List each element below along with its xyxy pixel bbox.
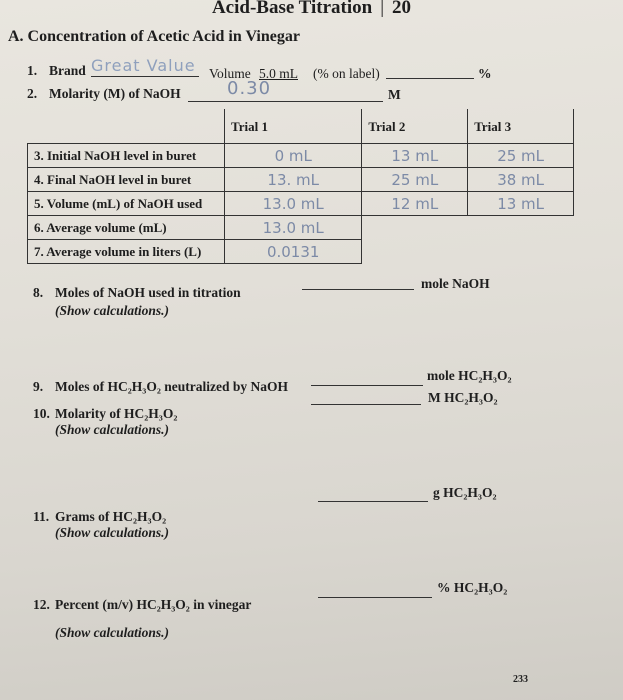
q10-unit: M HC₂H₃O₂ [428,390,498,405]
percent-line[interactable] [386,78,474,79]
q9-number: 9. [33,379,44,394]
q11-text: Grams of HC₂H₃O₂ [55,509,167,524]
q9-unit: mole HC₂H₃O₂ [427,368,512,383]
trial-3-value[interactable]: 13 mL [468,192,574,216]
page-number: 20 [392,0,412,18]
q8-number: 8. [33,285,44,300]
question-9 [33,379,288,395]
q8-unit: mole NaOH [421,276,490,291]
percent-label: (% on label) [313,66,380,81]
row-label: 4. Final NaOH level in buret [28,168,225,192]
q10-note: (Show calculations.) [55,422,170,437]
brand-value[interactable]: Great Value [91,56,196,75]
trial-3-value[interactable]: 38 mL [468,168,574,192]
trial-3-value[interactable]: 25 mL [468,144,574,168]
empty-cell [362,216,468,240]
molarity-value[interactable]: 0.30 [227,78,272,99]
row-label: 7. Average volume in liters (L) [28,240,225,264]
question-8 [33,285,241,301]
average-liters-value[interactable]: 0.0131 [225,240,362,264]
question-11 [33,509,166,525]
trial-1-value[interactable]: 13. mL [225,168,362,192]
empty-cell [468,216,574,240]
header-trial-1: Trial 1 [225,109,362,144]
table-row [28,192,574,216]
table-row [28,216,574,240]
q12-unit: % HC₂H₃O₂ [437,580,508,595]
header-trial-3: Trial 3 [468,109,574,144]
q10-text: Molarity of HC₂H₃O₂ [55,406,178,421]
brand-row [27,63,86,79]
empty-cell [468,240,574,264]
q11-number: 11. [33,509,50,524]
q11-note: (Show calculations.) [55,525,170,540]
question-10 [33,406,177,422]
volume-value: 5.0 mL [259,66,298,81]
q10-number: 10. [33,406,50,421]
page-title [0,0,623,19]
trial-1-value[interactable]: 0 mL [225,144,362,168]
q8-note: (Show calculations.) [55,303,170,318]
molarity-row [27,86,181,102]
q11-unit: g HC₂H₃O₂ [433,485,497,500]
q8-text: Moles of NaOH used in titration [55,285,241,300]
footer-page-number: 233 [513,674,528,685]
q9-text: Moles of HC₂H₃O₂ neutralized by NaOH [55,379,289,394]
molarity-line [188,101,383,102]
q11-answer-line[interactable] [318,501,428,502]
table-corner [28,109,225,144]
q12-number: 12. [33,597,50,612]
table-row [28,168,574,192]
row-label: 3. Initial NaOH level in buret [28,144,225,168]
q8-answer-line[interactable] [302,289,414,290]
average-volume-value[interactable]: 13.0 mL [225,216,362,240]
trial-1-value[interactable]: 13.0 mL [225,192,362,216]
brand-number: 1. [27,63,38,78]
table-header-row [28,109,574,144]
trial-2-value[interactable]: 25 mL [362,168,468,192]
table-row [28,144,574,168]
brand-label: Brand [49,63,86,78]
q12-note: (Show calculations.) [55,625,170,640]
row-label: 5. Volume (mL) of NaOH used [28,192,225,216]
molarity-unit: M [388,87,401,102]
volume-label: Volume [209,66,251,81]
title-text: Acid-Base Titration [211,0,373,18]
q12-text: Percent (m/v) HC₂H₃O₂ in vinegar [55,597,252,612]
q12-answer-line[interactable] [318,597,432,598]
q10-answer-line[interactable] [311,404,421,405]
trial-2-value[interactable]: 13 mL [362,144,468,168]
section-heading: A. Concentration of Acetic Acid in Vinegar [8,28,300,45]
molarity-number: 2. [27,86,38,101]
q9-answer-line[interactable] [311,385,423,386]
molarity-label: Molarity (M) of NaOH [49,86,181,101]
title-separator: | [380,0,385,18]
table-row [28,240,574,264]
trial-2-value[interactable]: 12 mL [362,192,468,216]
empty-cell [362,240,468,264]
header-trial-2: Trial 2 [362,109,468,144]
titration-table [27,109,574,264]
question-12 [33,597,251,613]
row-label: 6. Average volume (mL) [28,216,225,240]
percent-unit: % [478,66,492,81]
brand-line [91,76,199,77]
